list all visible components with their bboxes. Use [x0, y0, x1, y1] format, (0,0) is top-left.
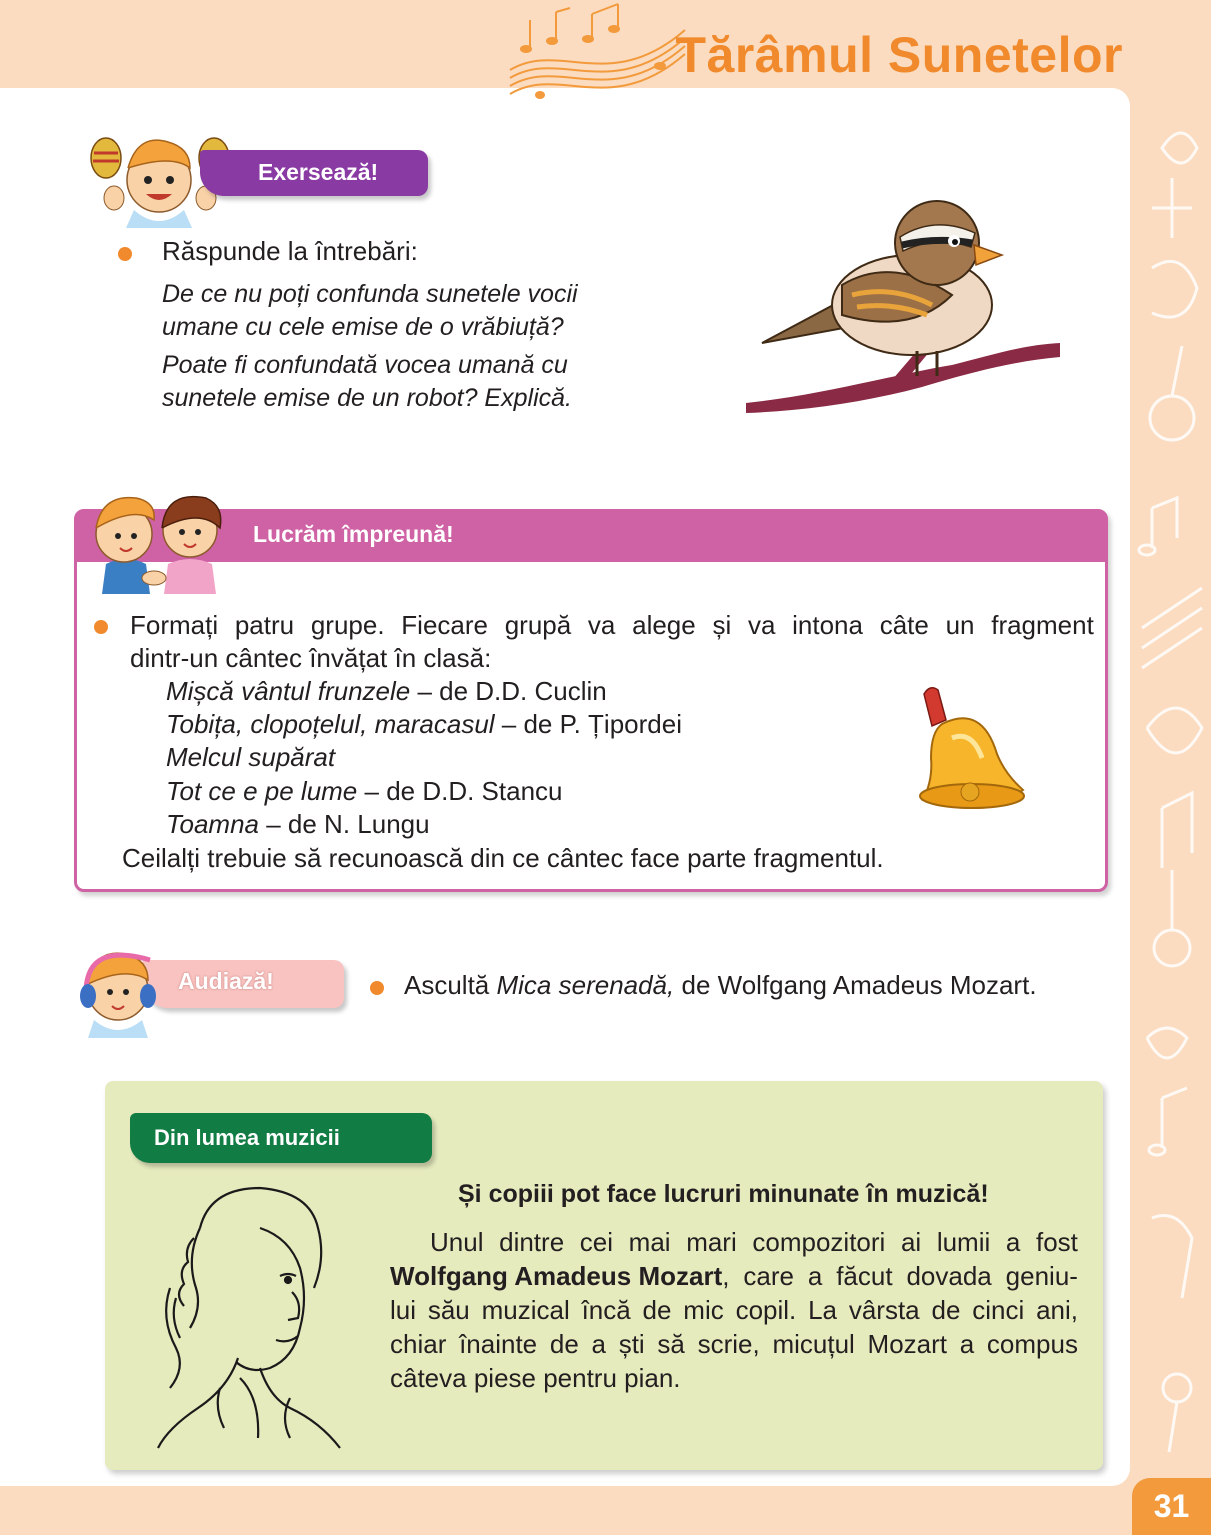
word: alege: [632, 610, 696, 640]
bullet-icon: [94, 620, 108, 634]
song-title: Toamna: [166, 809, 259, 839]
bell-illustration: [912, 668, 1027, 818]
word: va: [747, 610, 776, 640]
word: a: [1005, 1227, 1021, 1257]
word: mai: [628, 1227, 671, 1257]
word: său: [427, 1295, 470, 1325]
word: de: [549, 1329, 579, 1359]
word: să: [657, 1329, 685, 1359]
sparrow-illustration: [742, 175, 1072, 485]
paragraph-line-1: [390, 1227, 1078, 1261]
word: ai: [900, 1227, 922, 1257]
word: încă: [581, 1295, 631, 1325]
word: micuțul: [772, 1329, 855, 1359]
song-item: [166, 776, 563, 807]
mozart-portrait-illustration: [140, 1168, 360, 1458]
word: chiar: [390, 1329, 447, 1359]
word: compozitori: [752, 1227, 886, 1257]
paragraph-line-2: [390, 1261, 1078, 1295]
audiaza-text-after: de Wolfgang Amadeus Mozart.: [674, 970, 1037, 1000]
song-title: Melcul supărat: [166, 742, 336, 772]
question-2-line-2: sunetele emise de un robot? Explică.: [162, 384, 572, 412]
music-instruments-decoration: [1132, 88, 1211, 1486]
song-title: Tobița, clopoțelul, maracasul: [166, 709, 495, 739]
din-lumea-muzicii-label: Din lumea muzicii: [130, 1113, 432, 1163]
lucram-intro-line-1: [130, 610, 1094, 641]
word: grupe.: [310, 610, 385, 640]
paragraph-line-5: câteva piese pentru pian.: [390, 1363, 681, 1393]
lucram-closing: Ceilalți trebuie să recunoască din ce cântec face parte fragmentul.: [122, 843, 884, 873]
word: vârsta: [848, 1295, 920, 1325]
word: patru: [234, 610, 295, 640]
word: ani,: [1036, 1295, 1078, 1325]
word: un: [945, 610, 975, 640]
song-item: [166, 742, 335, 773]
word: mic: [683, 1295, 724, 1325]
word: a: [959, 1329, 975, 1359]
paragraph-line-4: [390, 1329, 1078, 1363]
page-number: 31: [1132, 1478, 1211, 1535]
bullet-icon: [370, 981, 384, 995]
word: făcut: [836, 1261, 893, 1291]
word: Mozart: [867, 1329, 947, 1359]
word: scrie,: [697, 1329, 760, 1359]
din-lumea-paragraph: [390, 1227, 1078, 1397]
audiaza-text-before: Ascultă: [404, 970, 497, 1000]
word: grupă: [504, 610, 572, 640]
song-item: [166, 709, 682, 740]
exerseaza-instruction: Răspunde la întrebări:: [162, 236, 418, 266]
lucram-impreuna-label: Lucrăm împreună!: [253, 521, 454, 547]
song-author: – de D.D. Stancu: [357, 776, 563, 806]
word: muzical: [481, 1295, 570, 1325]
bullet-icon: [118, 247, 132, 261]
word: de: [931, 1295, 961, 1325]
word: intona: [792, 610, 863, 640]
word: dintre: [499, 1227, 565, 1257]
word: cinci: [972, 1295, 1025, 1325]
song-title: Tot ce e pe lume: [166, 776, 358, 806]
word: geniu-: [1005, 1261, 1078, 1291]
kid-with-headphones-illustration: [78, 940, 158, 1040]
word: compus: [986, 1329, 1078, 1359]
song-author: – de N. Lungu: [259, 809, 430, 839]
song-author: – de D.D. Cuclin: [410, 676, 607, 706]
word: copil.: [735, 1295, 797, 1325]
word: va: [587, 610, 616, 640]
two-kids-illustration: [82, 484, 232, 594]
word: care: [743, 1261, 794, 1291]
word: de: [642, 1295, 672, 1325]
song-item: [166, 676, 607, 707]
word: lumii: [936, 1227, 991, 1257]
word: cei: [579, 1227, 614, 1257]
question-1-line-2: umane cu cele emise de o vrăbiuță?: [162, 313, 564, 341]
word: dovada: [906, 1261, 992, 1291]
word: a: [807, 1261, 823, 1291]
word: La: [808, 1295, 838, 1325]
song-author: – de P. Țipordei: [494, 709, 682, 739]
audiaza-work-title: Mica serenadă,: [496, 970, 675, 1000]
word: Fiecare: [401, 610, 488, 640]
song-title: Mișcă vântul frunzele: [166, 676, 411, 706]
paragraph-line-3: [390, 1295, 1078, 1329]
word: lui: [390, 1295, 417, 1325]
audiaza-label: Audiază!: [142, 960, 344, 1008]
composer-name: Wolfgang Amadeus Mozart: [390, 1261, 723, 1291]
word: ști: [618, 1329, 645, 1359]
word: fost: [1035, 1227, 1078, 1257]
word: a: [591, 1329, 606, 1359]
word: fragment: [991, 610, 1094, 640]
composer-name-group: Wolfgang Amadeus Mozart,: [390, 1261, 730, 1291]
word: Unul: [430, 1227, 484, 1257]
word: înainte: [459, 1329, 538, 1359]
word: și: [712, 610, 732, 640]
word: Formați: [130, 610, 219, 640]
music-notes-decoration: [500, 0, 700, 115]
audiaza-text: [404, 970, 1037, 1001]
page-title: Tărâmul Sunetelor: [675, 27, 1123, 83]
song-item: [166, 809, 430, 840]
word: câte: [879, 610, 929, 640]
exerseaza-label: Exersează!: [200, 150, 428, 196]
word: mari: [686, 1227, 737, 1257]
question-1-line-1: De ce nu poți confunda sunetele vocii: [162, 280, 578, 308]
question-2-line-1: Poate fi confundată vocea umană cu: [162, 351, 568, 379]
lucram-intro-line-2: dintr-un cântec învățat în clasă:: [130, 643, 492, 673]
din-lumea-heading: Și copiii pot face lucruri minunate în muzică!: [458, 1180, 989, 1208]
